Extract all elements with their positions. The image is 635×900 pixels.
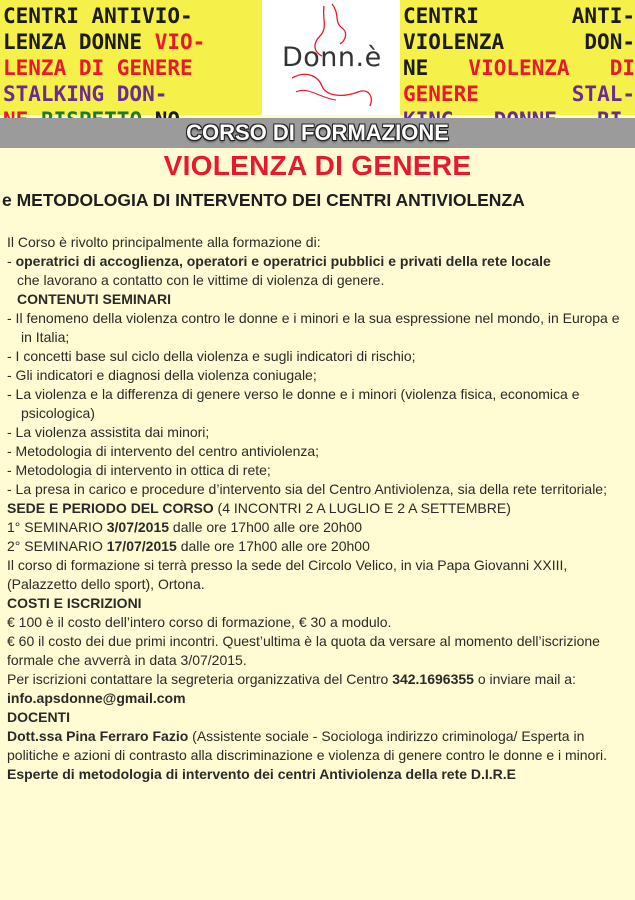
contenuti-item: - La violenza e la differenza di genere verso le donne e i minori (violenza fisica, economica e psicologica) [7,386,580,421]
main-title: VIOLENZA DI GENERE [163,150,472,181]
contact-text: Per iscrizioni contattare la segreteria organizzativa del Centro [7,671,393,687]
sede-heading-note: (4 INCONTRI 2 A LUGLIO E 2 A SETTEMBRE) [213,500,511,516]
docente-line [7,727,629,765]
contenuti-heading: CONTENUTI SEMINARI [17,291,171,307]
seminar-1-prefix: 1° SEMINARIO [7,519,107,535]
seminar-2-date: 17/07/2015 [106,538,177,554]
logo-text: Donn.è [282,42,382,73]
banner-left-line [3,3,262,29]
sede-place: Il corso di formazione si terrà presso la sede del Circolo Velico, in via Papa Giovanni XXIII, (Palazzetto dello sport), Ortona. [7,557,568,592]
banner-right-line [403,29,635,55]
intro-target-bold: operatrici di accoglienza, operatori e operatrici pubblici e privati della rete locale [15,253,551,269]
banner-left-segment: VIO- [154,30,206,54]
banner-right-segment: VIOLENZA DI [468,56,635,80]
contenuti-item: - Gli indicatori e diagnosi della violenza coniugale; [7,367,317,383]
contenuti-item: - La violenza assistita dai minori; [7,424,210,440]
docente-desc: (Assistente sociale - Sociologa indirizzo criminologa/ Esperta in politiche e azioni di contrasto alla discriminazione e violenza di genere contro le donne e i minori. [7,728,608,763]
title-band [0,118,635,148]
seminar-2 [7,537,629,556]
banner-right-line [403,81,635,107]
contact-line [7,670,629,708]
banner-right-segment: CENTRI ANTI- [403,4,635,28]
costi-line-2: € 60 il costo dei due primi incontri. Quest’ultima è la quota da versare al momento dell’iscrizione formale che avverrà in data 3/07/2015. [7,633,600,668]
banner-left-line [3,55,262,81]
banner-right [400,0,635,115]
contenuti-item: - La presa in carico e procedure d’intervento sia del Centro Antiviolenza, sia della rete territoriale; [7,481,607,497]
seminar-2-prefix: 2° SEMINARIO [7,538,107,554]
intro-dash: - [7,253,16,269]
banner-left-segment: LENZA DONNE [3,30,155,54]
banner-left-segment: LENZA DI GENERE [3,56,193,80]
docenti-heading: DOCENTI [7,709,70,725]
banner-right-line [403,55,635,81]
banner-left [0,0,262,115]
seminar-1-time: dalle ore 17h00 alle ore 20h00 [169,519,363,535]
seminar-1 [7,518,629,537]
banner-right-line [403,3,635,29]
intro-line-3: che lavorano a contatto con le vittime di violenza di genere. [17,272,385,288]
costi-heading: COSTI E ISCRIZIONI [7,595,142,611]
seminar-2-time: dalle ore 17h00 alle ore 20h00 [176,538,370,554]
logo [262,0,400,115]
docente-name: Dott.ssa Pina Ferraro Fazio [7,728,189,744]
contenuti-item: - Metodologia di intervento in ottica di rete; [7,462,271,478]
banner-right-segment: STAL- [571,82,635,106]
intro-target [7,252,629,271]
banner-right-segment: GENERE [403,82,572,106]
subtitle: e METODOLOGIA DI INTERVENTO DEI CENTRI ANTIVIOLENZA [2,190,525,210]
contact-phone: 342.1696355 [392,671,474,687]
sede-heading-line [7,499,629,518]
banner-left-segment: STALKING DON- [3,82,168,106]
contenuti-list [7,309,629,499]
costi-line-1: € 100 è il costo dell’intero corso di formazione, € 30 a modulo. [7,614,392,630]
band-title: CORSO DI FORMAZIONE [186,120,449,145]
header [0,0,635,115]
banner-left-line [3,81,262,107]
banner-right-segment: NE [403,56,469,80]
contenuti-item: - I concetti base sul ciclo della violenza e sugli indicatori di rischio; [7,348,416,364]
seminar-1-date: 3/07/2015 [106,519,170,535]
contact-or: o inviare mail a: [473,671,576,687]
sede-heading: SEDE E PERIODO DEL CORSO [7,500,214,516]
banner-left-line [3,29,262,55]
experts-line: Esperte di metodologia di intervento dei centri Antiviolenza della rete D.I.R.E [7,766,517,782]
contenuti-item: - Metodologia di intervento del centro antiviolenza; [7,443,320,459]
banner-left-segment: CENTRI ANTIVIO- [3,4,193,28]
banner-right-segment: VIOLENZA DON- [403,30,635,54]
contact-email[interactable]: info.apsdonne@gmail.com [7,690,186,706]
content [7,233,629,784]
intro-line: Il Corso è rivolto principalmente alla formazione di: [7,234,321,250]
contenuti-item: - Il fenomeno della violenza contro le donne e i minori e la sua espressione nel mondo, in Europa e in Italia; [7,310,620,345]
